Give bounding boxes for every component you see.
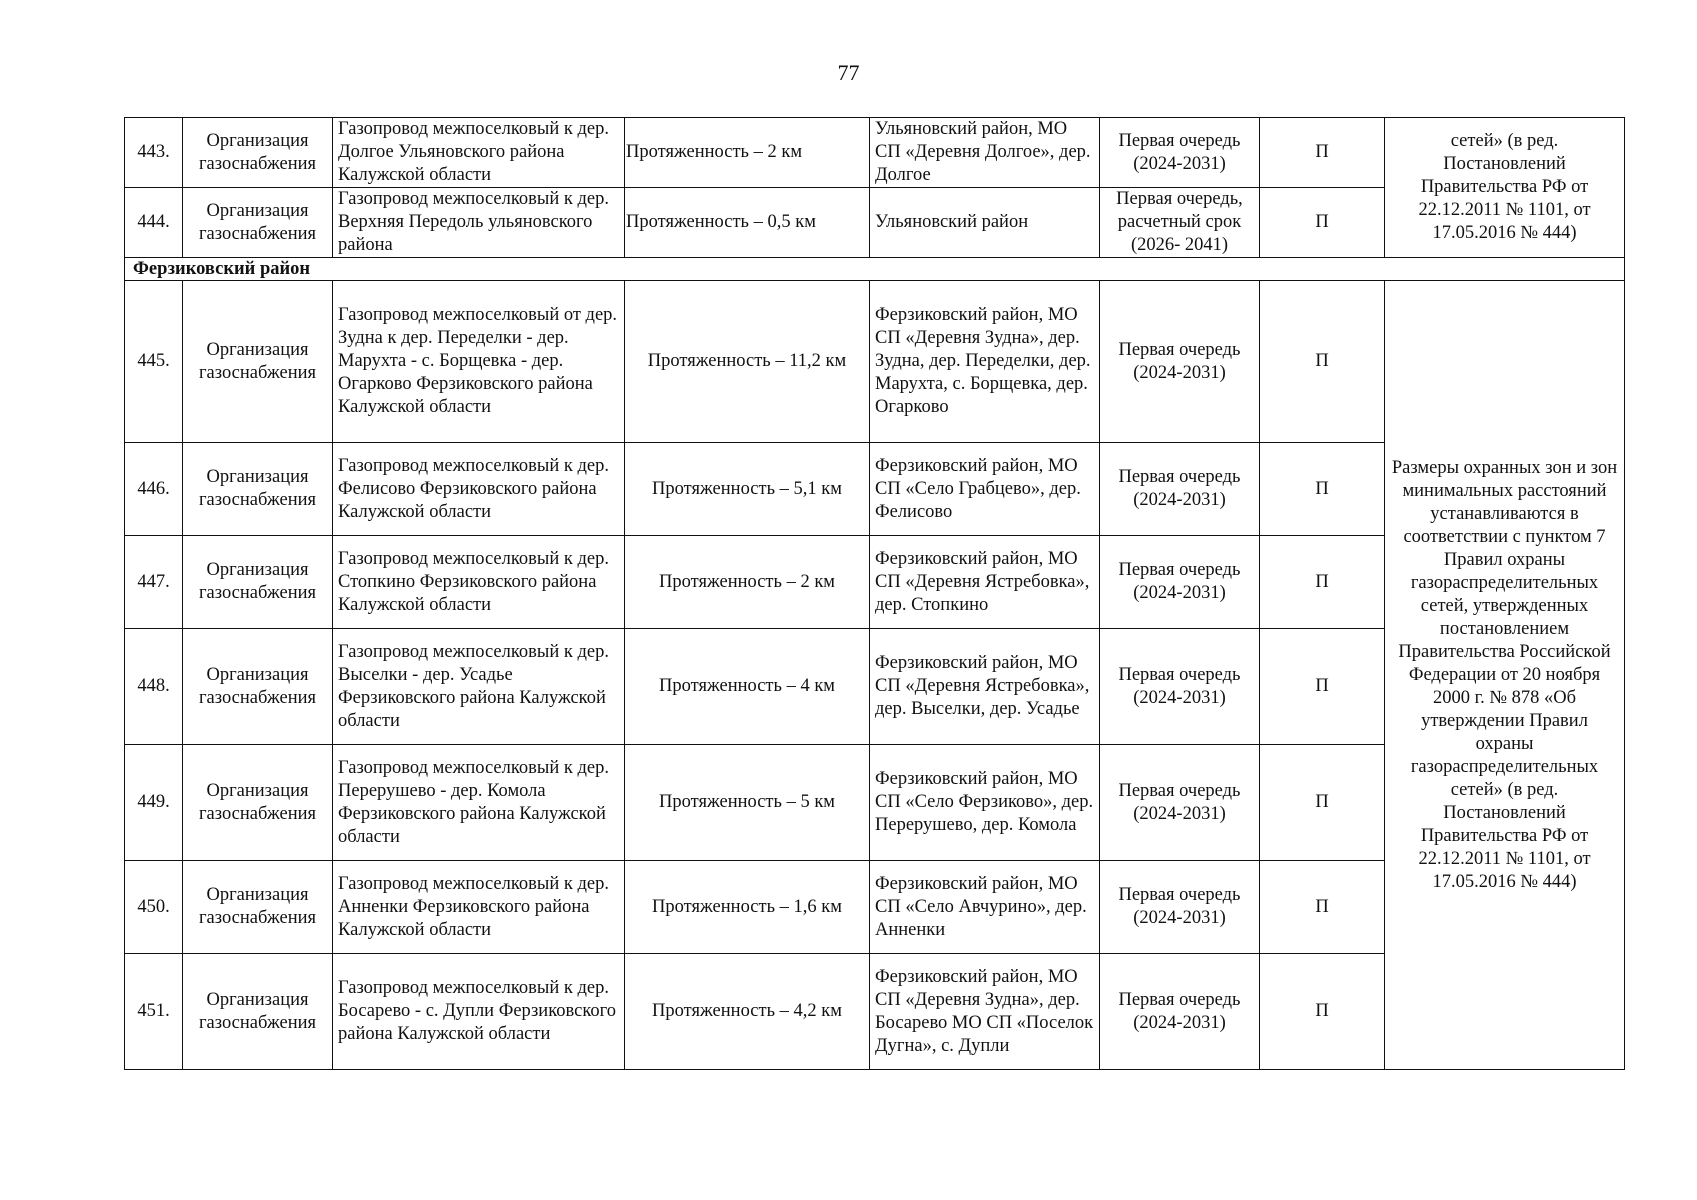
table-row [125, 281, 1625, 443]
object-location: Ферзиковский район, МО СП «Село Авчурино», дер. Анненки [870, 861, 1100, 954]
object-location: Ферзиковский район, МО СП «Деревня Зудна», дер. Зудна, дер. Переделки, дер. Марухта, с. Борщевка, дер. Огарково [870, 281, 1100, 443]
implementation-stage: Первая очередь (2024-2031) [1100, 536, 1260, 629]
object-status: П [1260, 536, 1385, 629]
object-status: П [1260, 281, 1385, 443]
object-type: Организация газоснабжения [183, 745, 333, 861]
object-type: Организация газоснабжения [183, 188, 333, 258]
row-number: 449. [125, 745, 183, 861]
row-number: 451. [125, 954, 183, 1070]
objects-table [124, 117, 1625, 1070]
object-location: Ферзиковский район, МО СП «Село Грабцево», дер. Фелисово [870, 443, 1100, 536]
object-parameter: Протяженность – 1,6 км [625, 861, 870, 954]
object-status: П [1260, 443, 1385, 536]
implementation-stage: Первая очередь (2024-2031) [1100, 629, 1260, 745]
object-status: П [1260, 629, 1385, 745]
object-parameter: Протяженность – 5 км [625, 745, 870, 861]
object-location: Ферзиковский район, МО СП «Село Ферзиково», дер. Перерушево, дер. Комола [870, 745, 1100, 861]
object-status: П [1260, 188, 1385, 258]
object-parameter: Протяженность – 0,5 км [625, 188, 870, 258]
object-status: П [1260, 745, 1385, 861]
zone-note-top: сетей» (в ред. Постановлений Правительства РФ от 22.12.2011 № 1101, от 17.05.2016 № 444) [1385, 118, 1625, 258]
row-number: 448. [125, 629, 183, 745]
object-name: Газопровод межпоселковый к дер. Босарево - с. Дупли Ферзиковского района Калужской области [333, 954, 625, 1070]
object-parameter: Протяженность – 2 км [625, 118, 870, 188]
object-parameter: Протяженность – 5,1 км [625, 443, 870, 536]
object-type: Организация газоснабжения [183, 536, 333, 629]
object-location: Ульяновский район [870, 188, 1100, 258]
page-number: 77 [837, 60, 860, 85]
object-type: Организация газоснабжения [183, 281, 333, 443]
row-number: 450. [125, 861, 183, 954]
section-title: Ферзиковский район [125, 258, 1625, 281]
object-type: Организация газоснабжения [183, 861, 333, 954]
object-parameter: Протяженность – 4 км [625, 629, 870, 745]
object-type: Организация газоснабжения [183, 629, 333, 745]
object-name: Газопровод межпоселковый к дер. Перерушево - дер. Комола Ферзиковского района Калужской области [333, 745, 625, 861]
object-location: Ферзиковский район, МО СП «Деревня Зудна», дер. Босарево МО СП «Поселок Дугна», с. Дупли [870, 954, 1100, 1070]
object-type: Организация газоснабжения [183, 443, 333, 536]
row-number: 444. [125, 188, 183, 258]
table-row [125, 118, 1625, 188]
implementation-stage: Первая очередь (2024-2031) [1100, 281, 1260, 443]
row-number: 443. [125, 118, 183, 188]
object-status: П [1260, 861, 1385, 954]
object-parameter: Протяженность – 2 км [625, 536, 870, 629]
row-number: 446. [125, 443, 183, 536]
object-name: Газопровод межпоселковый к дер. Верхняя Передоль ульяновского района [333, 188, 625, 258]
object-type: Организация газоснабжения [183, 118, 333, 188]
implementation-stage: Первая очередь (2024-2031) [1100, 118, 1260, 188]
object-type: Организация газоснабжения [183, 954, 333, 1070]
implementation-stage: Первая очередь (2024-2031) [1100, 745, 1260, 861]
implementation-stage: Первая очередь (2024-2031) [1100, 954, 1260, 1070]
object-name: Газопровод межпоселковый к дер. Долгое Ульяновского района Калужской области [333, 118, 625, 188]
object-name: Газопровод межпоселковый к дер. Анненки Ферзиковского района Калужской области [333, 861, 625, 954]
object-parameter: Протяженность – 4,2 км [625, 954, 870, 1070]
implementation-stage: Первая очередь, расчетный срок (2026- 2041) [1100, 188, 1260, 258]
row-number: 445. [125, 281, 183, 443]
object-name: Газопровод межпоселковый к дер. Стопкино Ферзиковского района Калужской области [333, 536, 625, 629]
object-status: П [1260, 118, 1385, 188]
object-parameter: Протяженность – 11,2 км [625, 281, 870, 443]
object-location: Ферзиковский район, МО СП «Деревня Ястребовка», дер. Стопкино [870, 536, 1100, 629]
object-location: Ферзиковский район, МО СП «Деревня Ястребовка», дер. Выселки, дер. Усадье [870, 629, 1100, 745]
zone-note-main: Размеры охранных зон и зон минимальных расстояний устанавливаются в соответствии с пунктом 7 Правил охраны газораспределительных сетей, утвержденных постановлением Правительства Российской Федерации от 20 ноября 2000 г. № 878 «Об утверждении Правил охраны газораспределительных сетей» (в ред. Постановлений Правительства РФ от 22.12.2011 № 1101, от 17.05.2016 № 444) [1385, 281, 1625, 1070]
object-name: Газопровод межпоселковый к дер. Выселки - дер. Усадье Ферзиковского района Калужской области [333, 629, 625, 745]
implementation-stage: Первая очередь (2024-2031) [1100, 443, 1260, 536]
object-name: Газопровод межпоселковый от дер. Зудна к дер. Переделки - дер. Марухта - с. Борщевка - дер. Огарково Ферзиковского района Калужской области [333, 281, 625, 443]
object-name: Газопровод межпоселковый к дер. Фелисово Ферзиковского района Калужской области [333, 443, 625, 536]
section-row [125, 258, 1625, 281]
object-location: Ульяновский район, МО СП «Деревня Долгое», дер. Долгое [870, 118, 1100, 188]
object-status: П [1260, 954, 1385, 1070]
row-number: 447. [125, 536, 183, 629]
implementation-stage: Первая очередь (2024-2031) [1100, 861, 1260, 954]
